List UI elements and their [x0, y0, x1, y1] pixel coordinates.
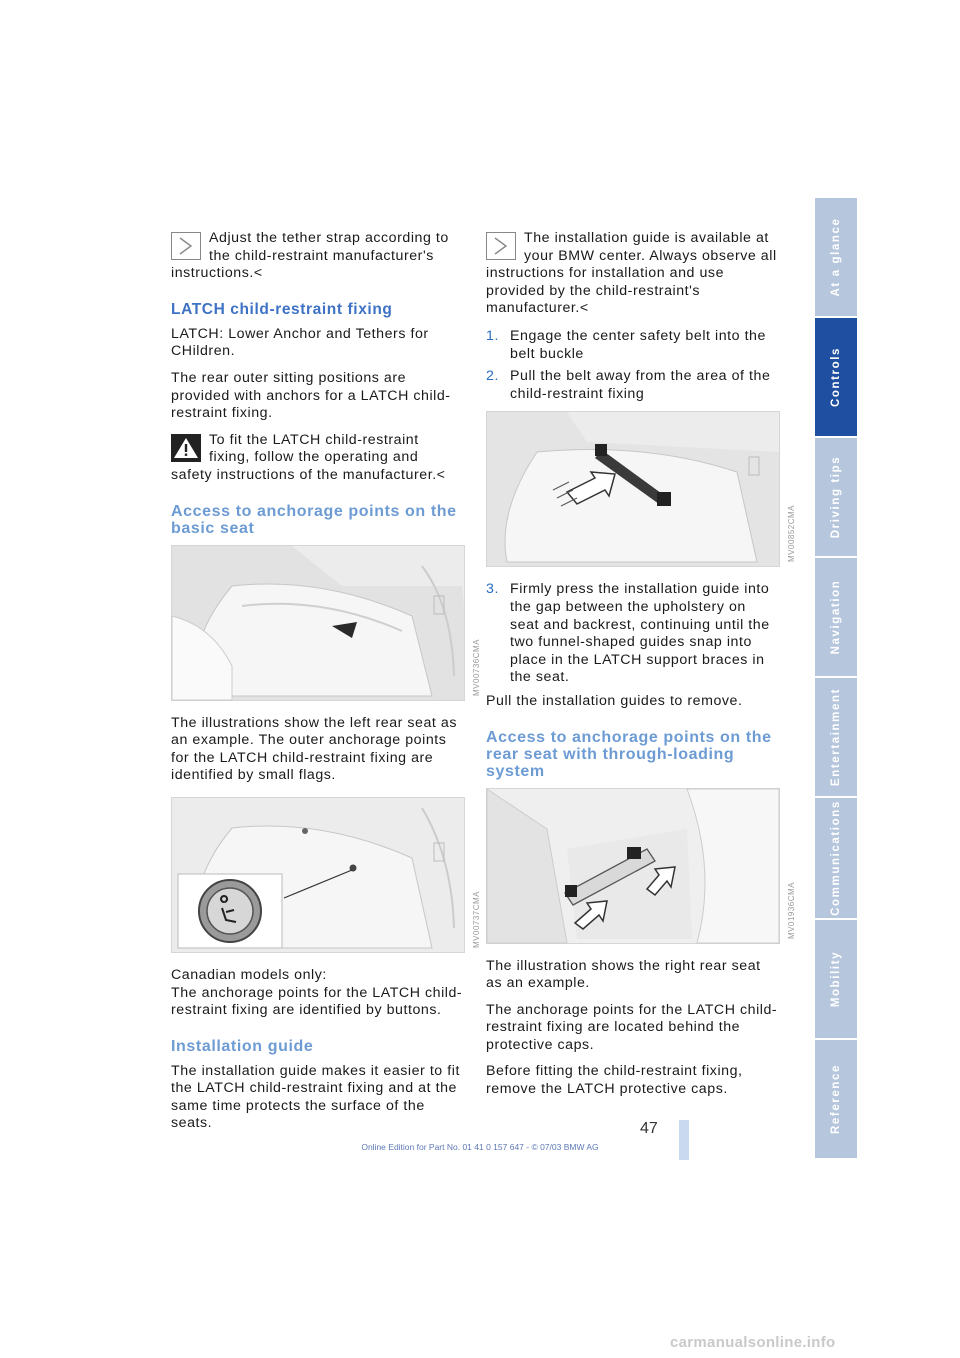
tab-navigation[interactable] [815, 558, 857, 678]
tab-label: Mobility [830, 950, 842, 1008]
tab-mobility[interactable] [815, 920, 857, 1040]
figure-code: MV00736CMA [472, 638, 481, 696]
heading-installation-guide: Installation guide [171, 1037, 314, 1055]
para-pull-remove: Pull the installation guides to remove. [486, 692, 743, 709]
tab-communications[interactable] [815, 798, 857, 920]
figure-installation-guide [486, 411, 796, 567]
note-bmw-center-text: The installation guide is available at your BMW center. Always observe all [524, 230, 777, 264]
tab-at-a-glance[interactable] [815, 198, 857, 318]
para-behind-caps: The anchorage points for the LATCH child-restraint fixing are located behind the protective caps. [486, 1001, 778, 1053]
step-number: 1. [486, 327, 499, 344]
tab-label: Driving tips [830, 455, 842, 539]
step-number: 2. [486, 368, 499, 385]
seat-flag-illustration [172, 546, 464, 700]
tab-label: At a glance [830, 217, 842, 297]
note-tether-text: Adjust the tether strap according to the child-restraint manufacturer's [209, 230, 449, 264]
left-column [171, 230, 481, 1142]
tab-label: Navigation [830, 579, 842, 655]
tab-label: Communications [830, 800, 842, 916]
step-3 [486, 581, 778, 687]
para-installation-guide: The installation guide makes it easier to fit the LATCH child-restraint fixing and at the same time protects the surface of the seats. [171, 1062, 460, 1132]
para-canadian-buttons: The anchorage points for the LATCH child-restraint fixing are identified by buttons. [171, 984, 463, 1019]
note-warning [171, 432, 463, 485]
footer-edition: Online Edition for Part No. 01 41 0 157 647 - © 07/03 BMW AG [361, 1142, 599, 1152]
tab-entertainment[interactable] [815, 678, 857, 798]
step-text: Pull the belt away from the area of the child-restraint fixing [510, 368, 771, 402]
through-loading-illustration [487, 789, 779, 943]
tab-label: Controls [830, 346, 842, 408]
heading-access-basic: Access to anchorage points on the basic seat [171, 502, 457, 537]
step-2 [486, 368, 778, 403]
tab-controls[interactable] [815, 318, 857, 438]
para-latch-def: LATCH: Lower Anchor and Tethers for CHildren. [171, 325, 429, 360]
step-text: Engage the center safety belt into the belt buckle [510, 327, 766, 362]
figure-basic-seat-flags [171, 545, 481, 701]
figure-through-loading [486, 788, 796, 944]
seat-button-illustration [172, 798, 464, 952]
page-marker-bar [679, 1120, 689, 1160]
para-remove-caps: Before fitting the child-restraint fixing, remove the LATCH protective caps. [486, 1063, 743, 1098]
para-illustrations: The illustrations show the left rear seat as an example. The outer anchorage points for the LATCH child-restraint fixing are identified by small flags. [171, 714, 458, 784]
para-latch-anchors: The rear outer sitting positions are provided with anchors for a LATCH child-restraint fixing. [171, 369, 451, 422]
note-bmw-center-end: instructions for installation and use provided by the child-restraint's manufacturer.< [486, 265, 725, 317]
note-bmw-center [486, 230, 778, 318]
note-warning-text: To fit the LATCH child-restraint fixing, follow the operating and safety [171, 431, 419, 483]
right-column [486, 230, 796, 1108]
note-arrow-icon [171, 232, 201, 260]
watermark: carmanualsonline.info [670, 1334, 836, 1351]
note-arrow-icon [486, 232, 516, 260]
note-warning-end: instructions of the manufacturer.< [216, 466, 446, 483]
step-text: Firmly press the installation guide into the gap between the upholstery on seat and backrest, continuing until the two funnel-shaped guides snap into place in the LATCH support braces in the seat. [510, 581, 770, 686]
heading-access-rear: Access to anchorage points on the rear seat with through-loading system [486, 728, 772, 780]
tab-driving-tips[interactable] [815, 438, 857, 558]
figure-code: MV00737CMA [472, 890, 481, 948]
page-number: 47 [640, 1120, 658, 1137]
section-tabs [815, 198, 857, 1160]
warning-icon [171, 434, 201, 462]
para-right-seat: The illustration shows the right rear seat as an example. [486, 957, 761, 992]
note-tether-end: instructions.< [171, 265, 263, 282]
install-guide-illustration [487, 412, 779, 566]
step-number: 3. [486, 581, 499, 598]
heading-latch: LATCH child-restraint fixing [171, 300, 393, 318]
figure-canadian-buttons [171, 797, 481, 953]
tab-label: Entertainment [830, 687, 842, 787]
figure-code: MV00852CMA [787, 505, 796, 563]
para-canadian-label: Canadian models only: [171, 966, 327, 983]
step-1 [486, 328, 778, 363]
tab-label: Reference [830, 1063, 842, 1135]
figure-code: MV01936CMA [787, 881, 796, 939]
note-tether [171, 230, 463, 283]
